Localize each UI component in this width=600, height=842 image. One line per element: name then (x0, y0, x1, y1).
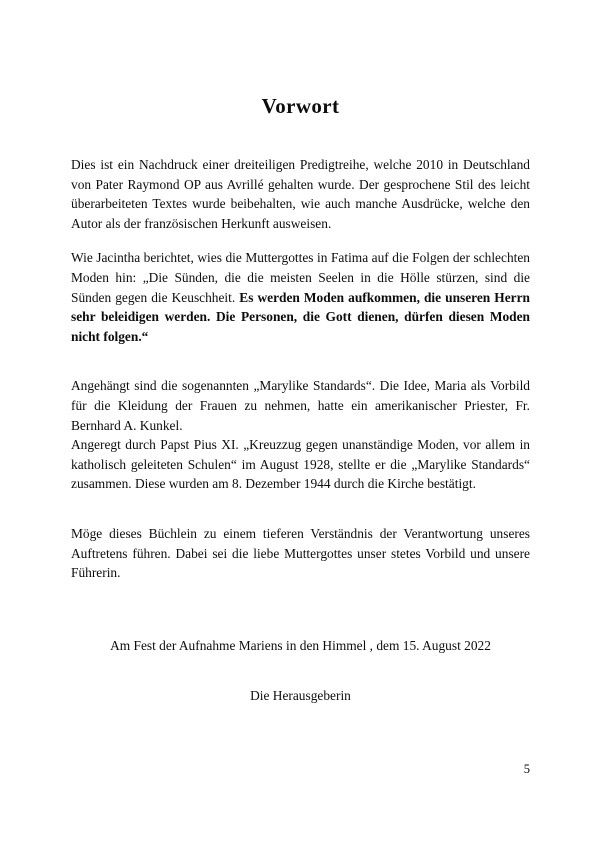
closing-signature-line: Die Herausgeberin (250, 687, 351, 703)
paragraph-marylike-history: Angeregt durch Papst Pius XI. „Kreuzzug gegen unanständige Moden, vor allem in katholisch geleiteten Schulen“ im August 1928, stellte er die „Marylike Standards“ zusammen. Diese wurden am 8. Dezember 1944 durch die Kirche bestätigt. (71, 437, 530, 492)
body-text-block (71, 155, 530, 583)
paragraph-marylike-origin: Angehängt sind die sogenannten „Marylike Standards“. Die Idee, Maria als Vorbild für die Kleidung der Frauen zu nehmen, hatte ein amerikanischer Priester, Fr. Bernhard A. Kunkel. (71, 378, 530, 433)
page-number: 5 (523, 762, 530, 776)
quote-lead-text: Wie Jacintha berichtet, wies die Muttergottes in Fatima auf die Folgen der schlechten Moden hin: „Die Sünden, die die meisten Seelen in die Hölle stürzen, sind die Sünden gegen die Keuschheit. (71, 250, 530, 305)
closing-date-line: Am Fest der Aufnahme Mariens in den Himmel , dem 15. August 2022 (110, 638, 491, 653)
page-title: Vorwort (261, 94, 340, 118)
closing-block (71, 636, 530, 705)
paragraph-closing-wish: Möge dieses Büchlein zu einem tieferen Verständnis der Verantwortung unseres Auftretens führen. Dabei sei die liebe Muttergottes unser stetes Vorbild und unsere Führerin. (71, 525, 530, 581)
paragraph-intro: Dies ist ein Nachdruck einer dreiteiligen Predigtreihe, welche 2010 in Deutschland von Pater Raymond OP aus Avrillé gehalten wurde. Der gesprochene Stil des leicht überarbeiteten Textes wurde beibehalten, wie auch manche Ausdrücke, welche den Autor als der französischen Herkunft ausweisen. (71, 157, 530, 231)
paragraph-fatima-quote (71, 248, 530, 346)
quote-bold-emphasis: Es werden Moden aufkommen, die unseren Herrn sehr beleidigen werden. Die Personen, die Gott dienen, dürfen diesen Moden nicht folgen.“ (71, 289, 530, 344)
